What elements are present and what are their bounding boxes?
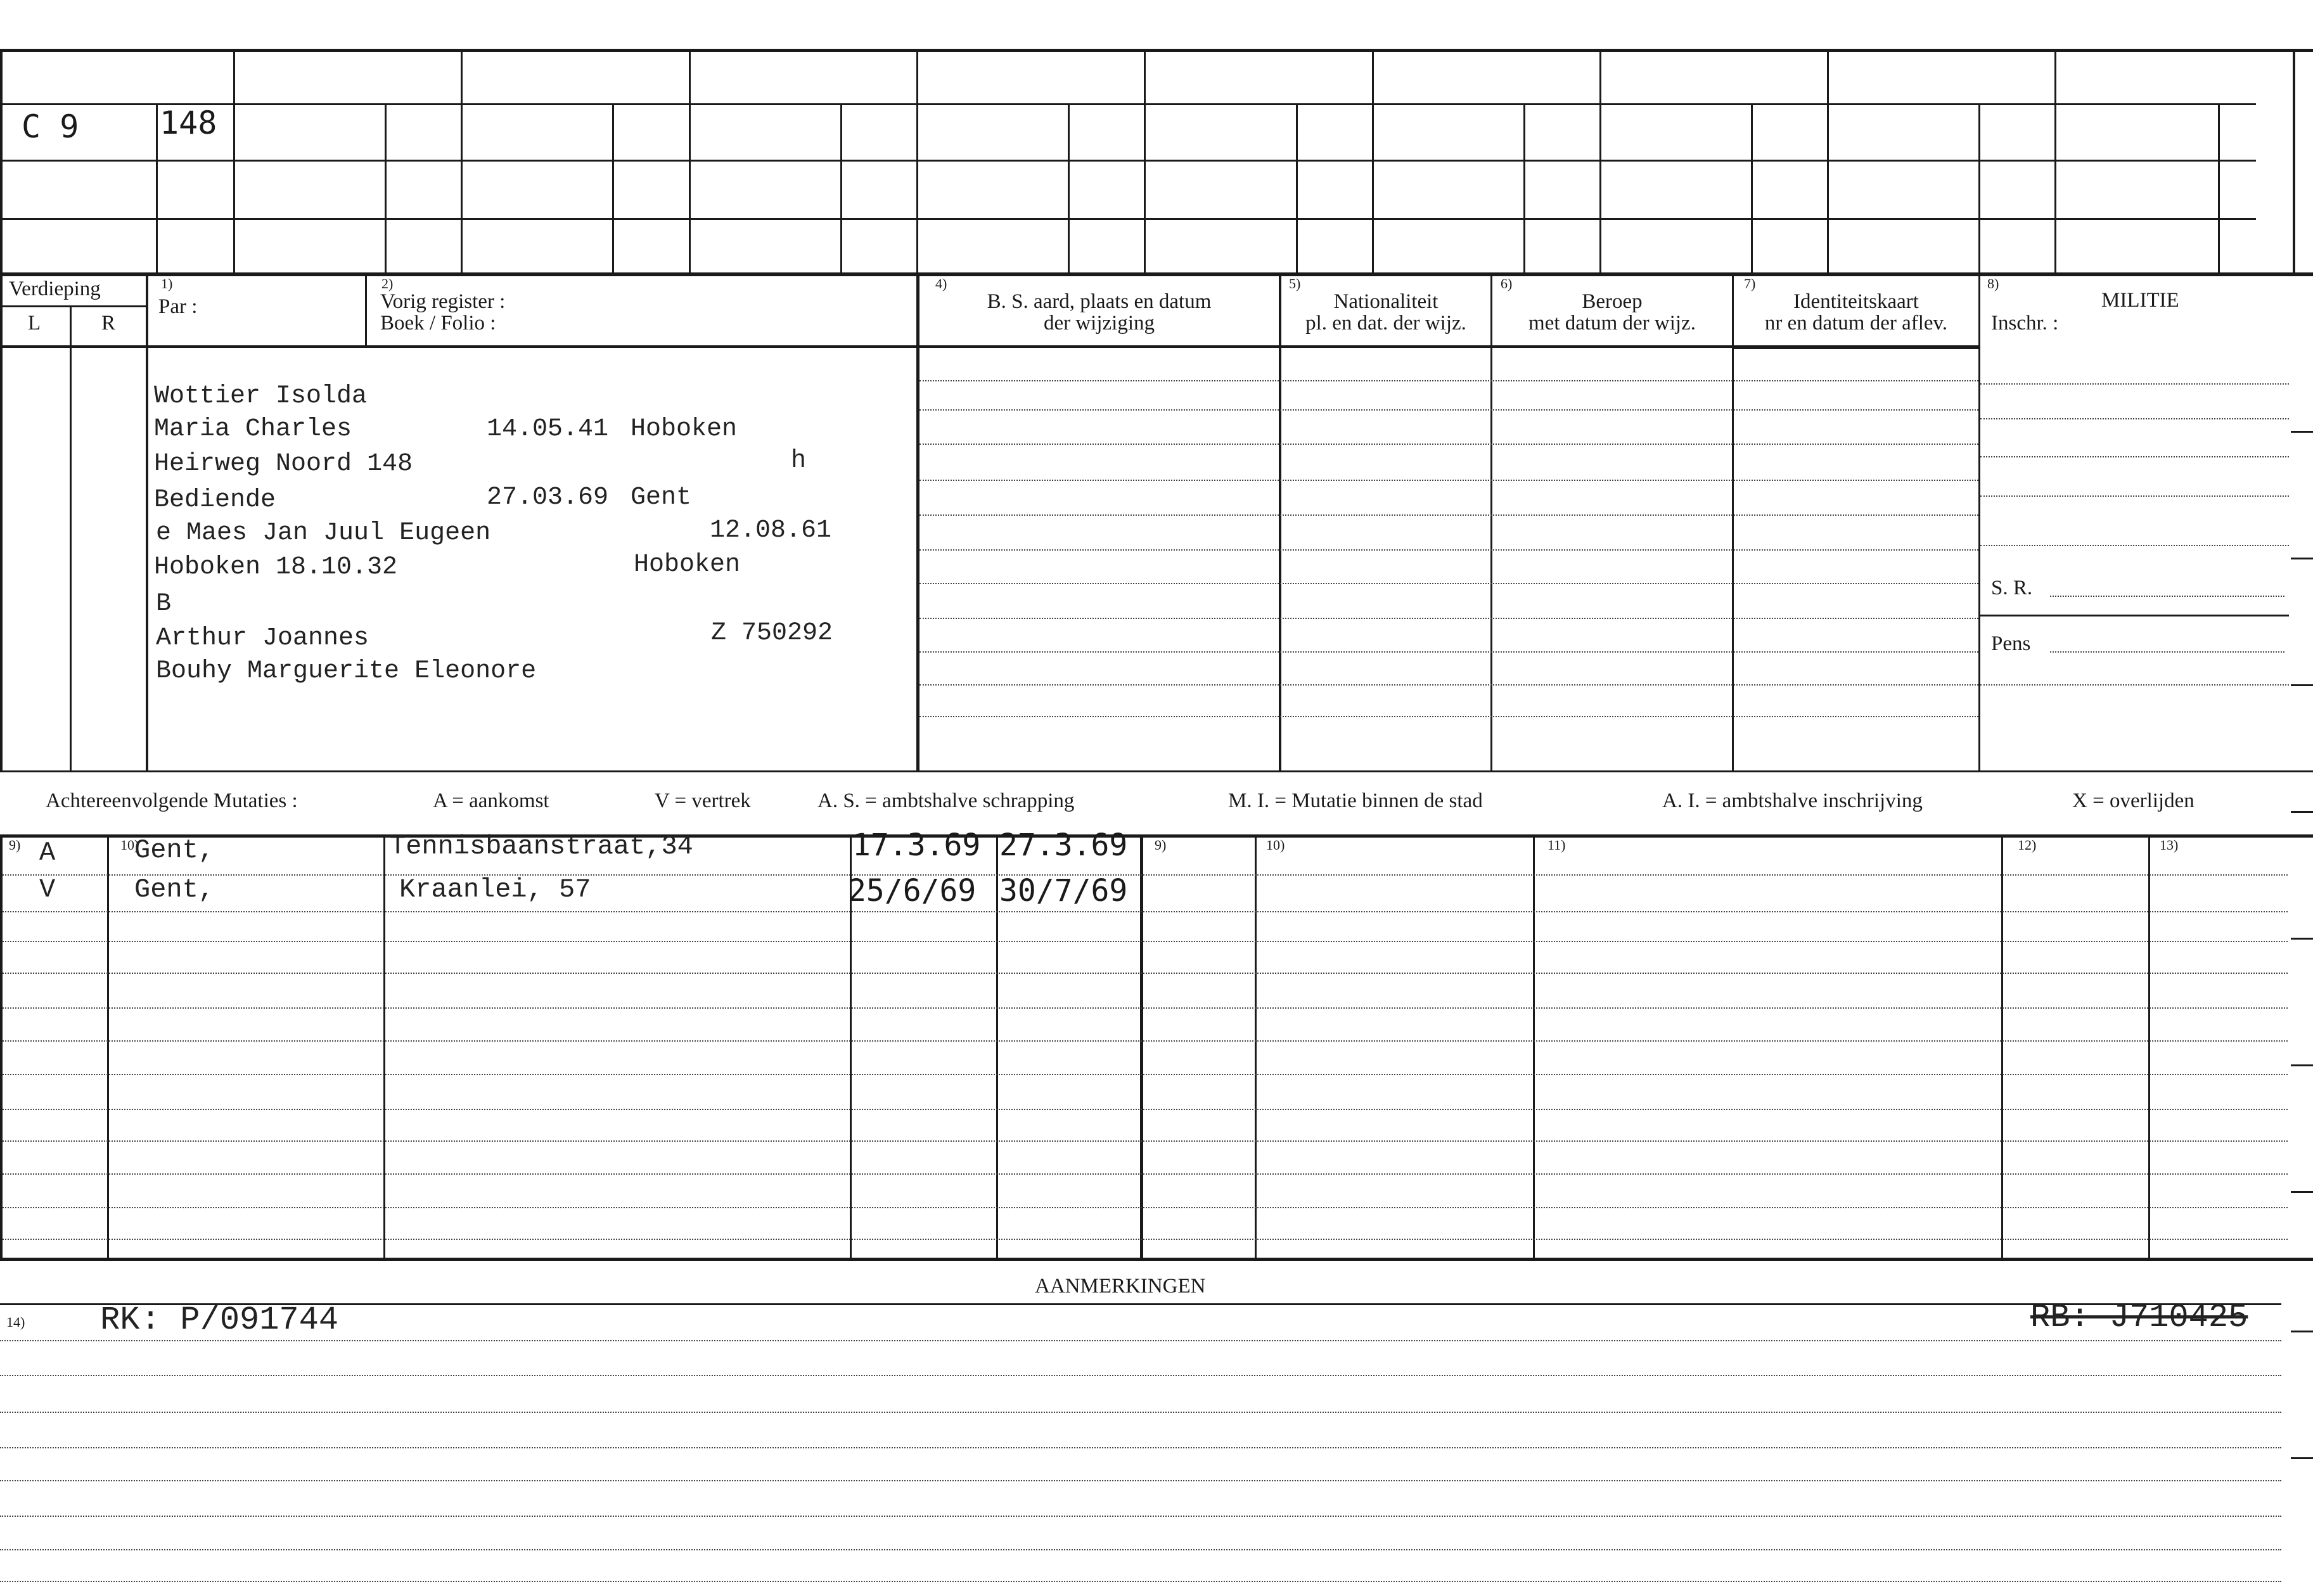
record-line4-date: 27.03.69 xyxy=(487,483,609,512)
record-line2-place: Hoboken xyxy=(631,415,738,444)
remarks-rk-value: : P/091744 xyxy=(141,1301,339,1339)
legend-as: A. S. = ambtshalve schrapping xyxy=(817,789,1075,812)
mut-num-10b: 10) xyxy=(1266,837,1285,853)
record-line1: Wottier Isolda xyxy=(154,382,368,411)
mutation-type: A xyxy=(39,838,56,868)
col8-pens: Pens xyxy=(1991,632,2031,655)
record-line7: B xyxy=(156,590,172,618)
record-line8-name: Arthur Joannes xyxy=(156,624,369,653)
col7-line1: Identiteitskaart xyxy=(1793,290,1919,313)
record-line2-date: 14.05.41 xyxy=(487,415,609,444)
legend-mi: M. I. = Mutatie binnen de stad xyxy=(1228,789,1483,812)
record-line6: Hoboken 18.10.32 xyxy=(154,553,398,582)
col6-num: 6) xyxy=(1501,276,1513,291)
legend-x: X = overlijden xyxy=(2072,789,2194,812)
col6-line2: met datum der wijz. xyxy=(1528,312,1696,335)
col5-num: 5) xyxy=(1289,276,1301,291)
col8-sr: S. R. xyxy=(1991,577,2033,599)
code-letter: C 9 xyxy=(22,108,79,145)
legend-a: A = aankomst xyxy=(433,789,549,812)
mut-num-10: 10) xyxy=(120,837,139,853)
mutation-date2: 27.3.69 xyxy=(999,827,1128,863)
legend-title: Achtereenvolgende Mutaties : xyxy=(46,789,298,812)
legend-v: V = vertrek xyxy=(655,789,751,812)
mutation-city: Gent, xyxy=(134,835,215,865)
mut-num-11: 11) xyxy=(1547,837,1566,853)
mutation-date1: 25/6/69 xyxy=(848,873,977,909)
col2-line1: Vorig register : xyxy=(380,290,506,313)
record-line6-place: Hoboken xyxy=(634,551,741,579)
mut-num-12: 12) xyxy=(2018,837,2037,853)
col4-line2: der wijziging xyxy=(1043,312,1155,335)
record-line4-job: Bediende xyxy=(154,486,276,514)
col4-num: 4) xyxy=(935,276,947,291)
col4-line1: B. S. aard, plaats en datum xyxy=(987,290,1212,313)
mutation-city: Gent, xyxy=(134,874,215,905)
mutation-type: V xyxy=(39,874,56,905)
record-line5-name: e Maes Jan Juul Eugeen xyxy=(156,519,491,547)
col1-num: 1) xyxy=(161,276,173,291)
col8-title: MILITIE xyxy=(2101,289,2179,312)
col8-inschr: Inschr. : xyxy=(1991,312,2059,335)
col2-line2: Boek / Folio : xyxy=(380,312,496,335)
col5-line2: pl. en dat. der wijz. xyxy=(1305,312,1466,335)
record-line4-place: Gent xyxy=(631,483,692,512)
record-line5-date: 12.08.61 xyxy=(710,516,832,545)
col1-label: Par : xyxy=(158,295,198,318)
record-line2-name: Maria Charles xyxy=(154,415,352,444)
mut-num-13: 13) xyxy=(2160,837,2179,853)
remarks-title: AANMERKINGEN xyxy=(1035,1275,1206,1298)
remarks-rk: RK xyxy=(100,1301,140,1339)
remarks-num: 14) xyxy=(6,1314,25,1330)
mut-num-9: 9) xyxy=(9,837,21,853)
col5-line1: Nationaliteit xyxy=(1333,290,1438,313)
code-number: 148 xyxy=(160,105,217,141)
verdieping-label: Verdieping xyxy=(9,278,101,300)
verdieping-r: R xyxy=(101,312,116,335)
col7-num: 7) xyxy=(1744,276,1756,291)
mut-num-9b: 9) xyxy=(1155,837,1167,853)
mutation-street: Kraanlei, 57 xyxy=(399,874,591,905)
mutation-street: Tennisbaanstraat,34 xyxy=(390,831,693,862)
col7-line2: nr en datum der aflev. xyxy=(1764,312,1948,335)
mutation-date1: 17.3.69 xyxy=(852,827,981,863)
record-line3-mark: h xyxy=(791,447,807,475)
col2-num: 2) xyxy=(381,276,394,291)
record-line3: Heirweg Noord 148 xyxy=(154,450,413,478)
remarks-rb: RB: J710425 xyxy=(2030,1299,2248,1336)
record-line9: Bouhy Marguerite Eleonore xyxy=(156,657,537,686)
col6-line1: Beroep xyxy=(1582,290,1643,313)
mutation-date2: 30/7/69 xyxy=(999,873,1128,909)
legend-ai: A. I. = ambtshalve inschrijving xyxy=(1662,789,1923,812)
col8-num: 8) xyxy=(1987,276,1999,291)
verdieping-l: L xyxy=(28,312,41,335)
record-line8-id: Z 750292 xyxy=(711,619,833,648)
